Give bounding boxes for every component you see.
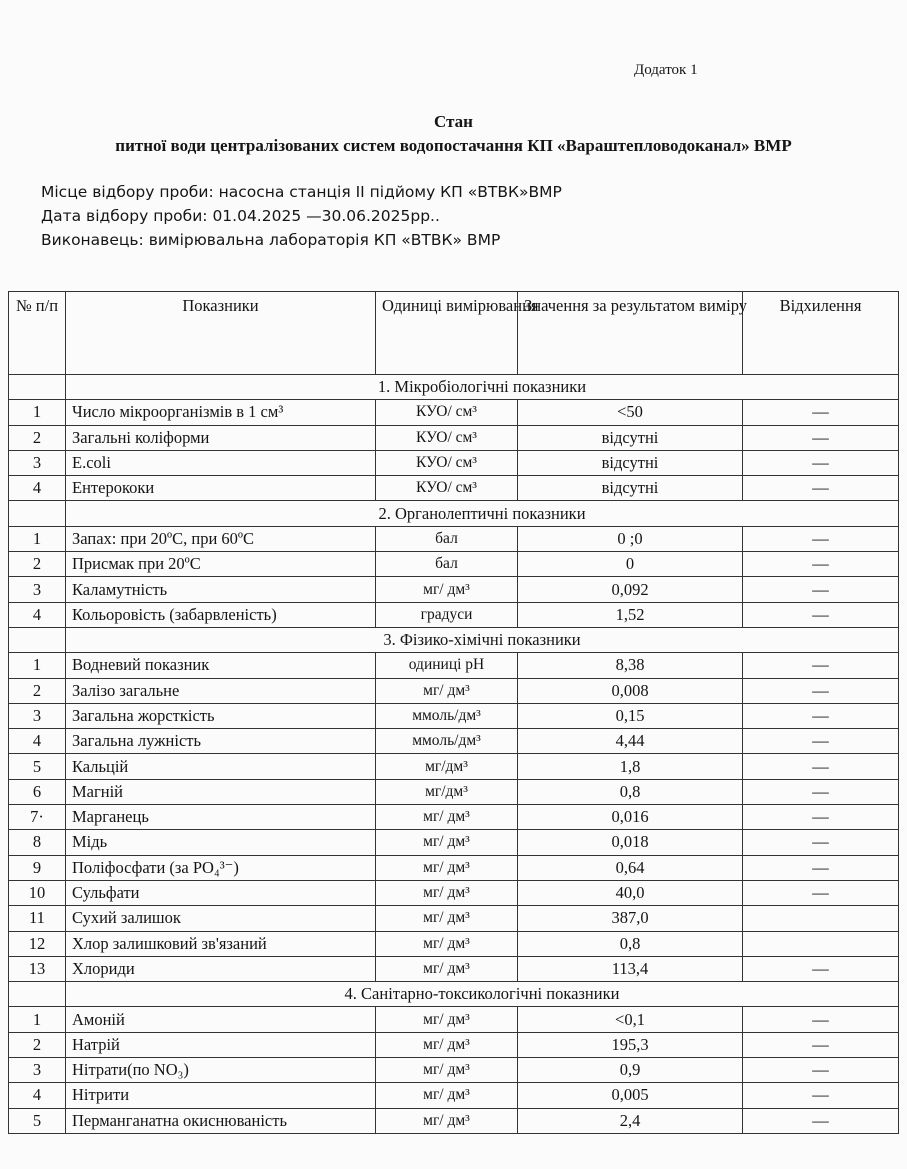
row-indicator: Число мікроорганізмів в 1 см³: [66, 400, 376, 425]
section-row: [9, 982, 899, 1007]
section-row: [9, 501, 899, 526]
row-indicator: Амоній: [66, 1007, 376, 1032]
row-num: 13: [9, 956, 66, 981]
row-indicator: Присмак при 20ºС: [66, 552, 376, 577]
row-value: 0,64: [518, 855, 743, 880]
row-deviation: —: [743, 552, 899, 577]
table-row: [9, 425, 899, 450]
row-indicator: Мідь: [66, 830, 376, 855]
header-num: № п/п: [9, 292, 66, 375]
table-row: [9, 906, 899, 931]
row-deviation: [743, 906, 899, 931]
row-value: 8,38: [518, 653, 743, 678]
table-row: [9, 1108, 899, 1133]
row-deviation: —: [743, 1032, 899, 1057]
row-indicator: Хлор залишковий зв'язаний: [66, 931, 376, 956]
row-num: 2: [9, 425, 66, 450]
row-deviation: —: [743, 526, 899, 551]
row-deviation: —: [743, 855, 899, 880]
table-row: [9, 400, 899, 425]
row-value: 0,8: [518, 779, 743, 804]
row-value: 1,8: [518, 754, 743, 779]
header-unit: Одиниці вимірювання: [376, 292, 518, 375]
section-title: 2. Органолептичні показники: [66, 501, 899, 526]
row-indicator: Перманганатна окиснюваність: [66, 1108, 376, 1133]
header-indicator: Показники: [66, 292, 376, 375]
row-value: 0,018: [518, 830, 743, 855]
row-unit: бал: [376, 526, 518, 551]
table-row: [9, 678, 899, 703]
row-unit: КУО/ см³: [376, 425, 518, 450]
table-row: [9, 552, 899, 577]
row-unit: мг/ дм³: [376, 906, 518, 931]
row-num: 5: [9, 754, 66, 779]
row-indicator: Поліфосфати (за PO₄³⁻): [66, 855, 376, 880]
row-deviation: —: [743, 703, 899, 728]
row-value: 0,8: [518, 931, 743, 956]
sampling-place: Місце відбору проби: насосна станція ІІ підйому КП «ВТВК»ВМР: [41, 183, 562, 201]
row-num: 4: [9, 602, 66, 627]
row-deviation: —: [743, 653, 899, 678]
row-value: 387,0: [518, 906, 743, 931]
row-num: 1: [9, 526, 66, 551]
addendum-label: Додаток 1: [634, 62, 698, 78]
row-deviation: —: [743, 880, 899, 905]
header-deviation: Відхилення: [743, 292, 899, 375]
row-indicator: Нітрати(по NO₃): [66, 1058, 376, 1083]
row-deviation: —: [743, 678, 899, 703]
row-value: 0: [518, 552, 743, 577]
row-value: відсутні: [518, 476, 743, 501]
table-row: [9, 602, 899, 627]
row-num: 2: [9, 552, 66, 577]
row-num: 8: [9, 830, 66, 855]
row-unit: мг/ дм³: [376, 855, 518, 880]
row-value: відсутні: [518, 450, 743, 475]
row-deviation: —: [743, 602, 899, 627]
row-num: 3: [9, 450, 66, 475]
row-unit: мг/ дм³: [376, 880, 518, 905]
row-num: 9: [9, 855, 66, 880]
row-deviation: —: [743, 450, 899, 475]
row-num: 4: [9, 729, 66, 754]
table-row: [9, 855, 899, 880]
row-unit: мг/ дм³: [376, 1032, 518, 1057]
row-unit: мг/дм³: [376, 779, 518, 804]
row-indicator: Водневий показник: [66, 653, 376, 678]
row-indicator: Загальні коліформи: [66, 425, 376, 450]
row-num: 6: [9, 779, 66, 804]
row-deviation: —: [743, 729, 899, 754]
row-value: 40,0: [518, 880, 743, 905]
row-indicator: Сухий залишок: [66, 906, 376, 931]
row-unit: мг/ дм³: [376, 678, 518, 703]
row-unit: КУО/ см³: [376, 400, 518, 425]
table-row: [9, 830, 899, 855]
table-header-row: [9, 292, 899, 375]
row-unit: ммоль/дм³: [376, 703, 518, 728]
row-num: 12: [9, 931, 66, 956]
section-num-cell: [9, 627, 66, 652]
row-value: <0,1: [518, 1007, 743, 1032]
row-value: 0,008: [518, 678, 743, 703]
row-value: 0,016: [518, 805, 743, 830]
row-indicator: Загальна жорсткість: [66, 703, 376, 728]
row-deviation: —: [743, 830, 899, 855]
row-unit: мг/ дм³: [376, 805, 518, 830]
row-unit: мг/ дм³: [376, 1058, 518, 1083]
row-deviation: —: [743, 956, 899, 981]
row-deviation: [743, 931, 899, 956]
table-row: [9, 653, 899, 678]
row-num: 3: [9, 577, 66, 602]
table-row: [9, 805, 899, 830]
row-unit: мг/ дм³: [376, 830, 518, 855]
row-value: <50: [518, 400, 743, 425]
table-row: [9, 476, 899, 501]
row-num: 4: [9, 1083, 66, 1108]
row-num: 3: [9, 703, 66, 728]
row-value: 0,15: [518, 703, 743, 728]
row-unit: мг/ дм³: [376, 931, 518, 956]
row-value: 0,005: [518, 1083, 743, 1108]
row-unit: мг/ дм³: [376, 1083, 518, 1108]
row-value: 1,52: [518, 602, 743, 627]
row-value: 2,4: [518, 1108, 743, 1133]
sample-meta: [41, 180, 562, 252]
row-indicator: Кальцій: [66, 754, 376, 779]
row-num: 3: [9, 1058, 66, 1083]
table-row: [9, 1058, 899, 1083]
title-line-1: Стан: [434, 112, 473, 131]
row-deviation: —: [743, 425, 899, 450]
row-unit: КУО/ см³: [376, 450, 518, 475]
title-line-2: питної води централізованих систем водопостачання КП «Вараштепловодоканал» ВМР: [115, 136, 792, 155]
row-unit: мг/дм³: [376, 754, 518, 779]
row-indicator: E.coli: [66, 450, 376, 475]
row-indicator: Натрій: [66, 1032, 376, 1057]
row-num: 1: [9, 400, 66, 425]
row-value: 113,4: [518, 956, 743, 981]
row-deviation: —: [743, 476, 899, 501]
row-num: 2: [9, 678, 66, 703]
performer: Виконавець: вимірювальна лабораторія КП «ВТВК» ВМР: [41, 231, 501, 249]
row-num: 11: [9, 906, 66, 931]
row-indicator: Магній: [66, 779, 376, 804]
row-num: 2: [9, 1032, 66, 1057]
row-deviation: —: [743, 1007, 899, 1032]
row-value: 0 ;0: [518, 526, 743, 551]
table-row: [9, 577, 899, 602]
table-row: [9, 703, 899, 728]
row-num: 1: [9, 653, 66, 678]
row-unit: одиниці рН: [376, 653, 518, 678]
table-row: [9, 1032, 899, 1057]
section-title: 3. Фізико-хімічні показники: [66, 627, 899, 652]
row-indicator: Ентерококи: [66, 476, 376, 501]
row-unit: ммоль/дм³: [376, 729, 518, 754]
row-indicator: Кольоровість (забарвленість): [66, 602, 376, 627]
row-unit: мг/ дм³: [376, 577, 518, 602]
row-unit: мг/ дм³: [376, 1007, 518, 1032]
row-deviation: —: [743, 1108, 899, 1133]
sampling-date: Дата відбору проби: 01.04.2025 —30.06.2025рр..: [41, 207, 440, 225]
row-indicator: Залізо загальне: [66, 678, 376, 703]
row-deviation: —: [743, 805, 899, 830]
section-row: [9, 375, 899, 400]
table-row: [9, 526, 899, 551]
row-unit: КУО/ см³: [376, 476, 518, 501]
section-title: 4. Санітарно-токсикологічні показники: [66, 982, 899, 1007]
table-body: [9, 375, 899, 1134]
section-num-cell: [9, 375, 66, 400]
row-num: 4: [9, 476, 66, 501]
row-unit: мг/ дм³: [376, 956, 518, 981]
row-indicator: Каламутність: [66, 577, 376, 602]
row-indicator: Хлориди: [66, 956, 376, 981]
table-row: [9, 729, 899, 754]
table-row: [9, 1007, 899, 1032]
row-indicator: Нітрити: [66, 1083, 376, 1108]
table-row: [9, 1083, 899, 1108]
row-num: 1: [9, 1007, 66, 1032]
document-title: [0, 110, 907, 158]
section-row: [9, 627, 899, 652]
section-title: 1. Мікробіологічні показники: [66, 375, 899, 400]
table-row: [9, 450, 899, 475]
row-value: 0,092: [518, 577, 743, 602]
row-deviation: —: [743, 400, 899, 425]
row-value: 4,44: [518, 729, 743, 754]
table-row: [9, 956, 899, 981]
row-indicator: Марганець: [66, 805, 376, 830]
table-row: [9, 754, 899, 779]
row-unit: мг/ дм³: [376, 1108, 518, 1133]
header-value: Значення за результатом виміру: [518, 292, 743, 375]
table-row: [9, 880, 899, 905]
row-deviation: —: [743, 754, 899, 779]
row-unit: бал: [376, 552, 518, 577]
row-deviation: —: [743, 577, 899, 602]
row-indicator: Сульфати: [66, 880, 376, 905]
row-deviation: —: [743, 1058, 899, 1083]
section-num-cell: [9, 501, 66, 526]
section-num-cell: [9, 982, 66, 1007]
row-deviation: —: [743, 779, 899, 804]
row-num: 5: [9, 1108, 66, 1133]
row-deviation: —: [743, 1083, 899, 1108]
row-value: 0,9: [518, 1058, 743, 1083]
table-row: [9, 779, 899, 804]
row-indicator: Загальна лужність: [66, 729, 376, 754]
row-num: 7·: [9, 805, 66, 830]
results-table: [8, 291, 899, 1134]
row-unit: градуси: [376, 602, 518, 627]
row-indicator: Запах: при 20ºС, при 60ºС: [66, 526, 376, 551]
row-num: 10: [9, 880, 66, 905]
row-value: відсутні: [518, 425, 743, 450]
row-value: 195,3: [518, 1032, 743, 1057]
table-row: [9, 931, 899, 956]
